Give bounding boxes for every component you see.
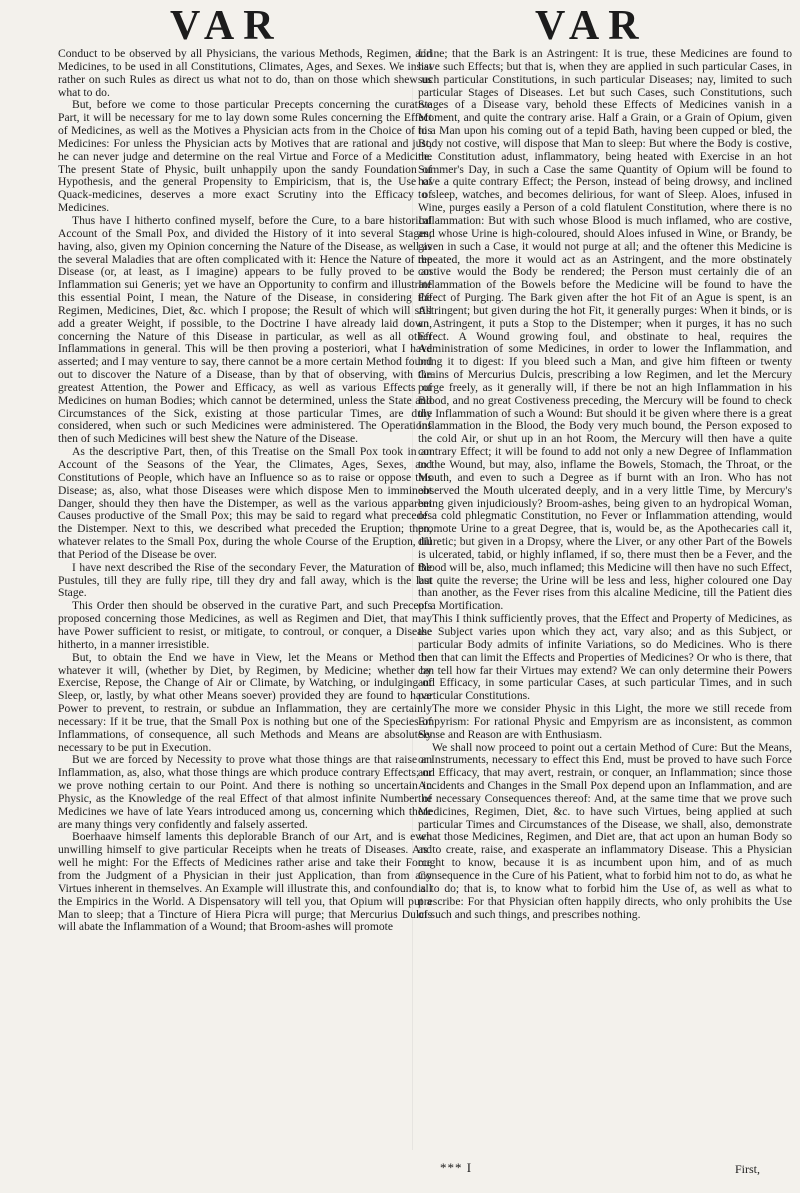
header-right-word: VAR	[535, 3, 648, 49]
paragraph: As the descriptive Part, then, of this Treatise on the Small Pox took in an Account of the Seasons of the Year, the Climates, Ages, Sexes, and Constitutions of People, which have an Influence so as to raise or oppose this Disease; as, also, what those Diseases were which dispose Men to imminent Danger, should they then have the Distemper, as well as the various apparent Causes productive of the Small Pox; this may be said to regard what precedes the Distemper. Next to this, we described what preceded the Eruption; then, whatever relates to the Small Pox, during the whole Course of the Eruption, till that Period of the Disease be over.	[58, 445, 432, 561]
left-column	[58, 48, 432, 934]
signature-mark: *** I	[440, 1160, 473, 1175]
paragraph: This Order then should be observed in the curative Part, and such Precepts proposed concerning those Medicines, as well as Regimen and Diet, that may have Power sufficient to resist, or mitigate, to controul, or conquer, a Disease hitherto, in a manner irresistible.	[58, 599, 432, 651]
catchword: First,	[735, 1162, 761, 1176]
paragraph: I have next described the Rise of the secondary Fever, the Maturation of the Pustules, till they are fully ripe, till they dry and fall away, which is the last Stage.	[58, 560, 432, 600]
right-column	[418, 48, 792, 921]
running-header	[0, 2, 800, 48]
paragraph: Thus have I hitherto confined myself, before the Cure, to a bare historical Account of the Small Pox, and divided the History of it into several Stages; having, also, given my Opinion concerning the Nature of the Disease, as well as the several Maladies that are often complicated with it: Hence the Nature of the Disease (or, at least, as I imagine) appears to be fully proved to be an Inflammation sui Generis; yet we have an Opportunity to confirm and illustrate this essential Point, I mean, the Nature of the Disease, in considering the Regimen, Medicines, Diet, &c. which I propose; the Result of which will still add a greater Weight, if possible, to the Doctrine I have already laid down, concerning the Nature of this Disease in particular, as well as all other Inflammations in general. This will be then proving a posteriori, what I have asserted; and I may venture to say, there cannot be a more certain Method found out to discover the Nature of a Disease, than by that of observing, with the greatest Attention, the Power and Efficacy, as well as various Effects of Medicines on human Bodies; which cannot be determined, unless the State and Circumstances of the Sick, existing at those particular Times, are duly considered, when such or such Medicines were administered. The Operations then of such Medicines will best shew the Nature of the Disease.	[58, 213, 432, 446]
paragraph: We shall now proceed to point out a certain Method of Cure: But the Means, or Instruments, necessary to effect this End, must be proved to have such Force and Efficacy, that may avert, restrain, or conquer, an Inflammation; since those Accidents and Changes in the Small Pox depend upon an Inflammation, and are the necessary Consequences thereof: And, at the same time that we prove such Medicines, Regimen, Diet, &c. to have such Virtues, being applied at such particular Times and Circumstances of the Disease, we shall, also, demonstrate what those Medicines, Regimen, and Diet are, that act upon an human Body so as to create, raise, and exasperate an inflammatory Disease. This a Physician ought to know, because it is as incumbent upon him, and of as much Consequence in the Cure of his Patient, what to forbid him not to do, as what he is to do; that is, to know what to forbid him the Use of, as well as what to prescribe: For that Physician often happily directs, who only prohibits the Use of such and such things, and prescribes nothing.	[418, 740, 792, 921]
paragraph: Boerhaave himself laments this deplorable Branch of our Art, and is even unwilling himself to give particular Receipts when he treats of Diseases. And well he might: For the Effects of Medicines rather arise and take their Force from the Judgment of a Physician in their just Application, than from any Virtues inherent in themselves. An Example will illustrate this, and confound all the Empirics in the World. A Dispensatory will tell you, that Opium will put a Man to sleep; that a Tincture of Hiera Picra will purge; that Mercurius Dulcis will abate the Inflammation of a Wound; that Broom-ashes will promote	[58, 830, 432, 934]
paragraph: But, before we come to those particular Precepts concerning the curative Part, it will be necessary for me to lay down some Rules concerning the Effect of Medicines, as well as the Motives a Physician acts from in the Choice of his Medicines: For unless the Physician acts by Motives that are rational and just, he can never judge and determine on the real Virtue and Force of a Medicine. The present State of Physic, built unhappily upon the sandy Foundation of Hypothesis, and the general Propensity to Empiricism, that is, the Use of Quack-medicines, deserves a more exact Scrutiny into the Efficacy of Medicines.	[58, 98, 432, 215]
paragraph: Conduct to be observed by all Physicians, the various Methods, Regimen, and Medicines, to be used in all Constitutions, Climates, Ages, and Sexes. We insist rather on such Rules as direct us what not to do, than on those which shew us what to do.	[58, 47, 432, 99]
page-footer	[0, 1158, 800, 1188]
paragraph: But we are forced by Necessity to prove what those things are that raise an Inflammation, as, also, what those things are which produce contrary Effects; or we prove nothing certain to our Point. And there is nothing so uncertain in Physic, as the Knowledge of the real Effect of that almost infinite Number of Medicines we have of late Years introduced among us, concerning which there are many things very confidently and falsely asserted.	[58, 753, 432, 831]
header-left-word: VAR	[170, 3, 283, 49]
paragraph: Urine; that the Bark is an Astringent: It is true, these Medicines are found to have such Effects; but that is, when they are applied in such particular Cases, in such particular Constitutions, in such particular Diseases; nay, limited to such particular Stages of Diseases. Let but such Cases, such Constitutions, such Stages of a Disease vary, behold these Effects of Medicines vanish in a Moment, and quite the contrary arise. Half a Grain, or a Grain of Opium, given to a Man upon his coming out of a tepid Bath, having been cupped or bled, the Body not costive, will dispose that Man to sleep: But where the Body is costive, the Constitution adust, inflammatory, being heated with Exercise in an hot Summer's Day, in such a Case the same Quantity of Opium will be found to have a quite contrary Effect; the Person, instead of being drowsy, and inclined to sleep, watches, and becomes delirious, for want of Sleep. Aloes, infused in Wine, purges easily a Person of a cold flatulent Constitution, where there is no Inflammation: But with such whose Blood is much inflamed, who are costive, and whose Urine is high-coloured, should Aloes infused in Wine, or Brandy, be given in such a Case, it would not purge at all; and the oftener this Medicine is repeated, the more it would act as an Astringent, and the more obstinately costive would the Body be rendered; the Person must certainly die of an Inflammation of the Bowels before the Medicine will be found to have the Effect of Purging. The Bark given after the hot Fit of an Ague is spent, is an Astringent; but given during the hot Fit, it generally purges: When it binds, or is an Astringent, it puts a Stop to the Distemper; when it purges, it has no such Effect. A Wound growing foul, and obstinate to heal, requires the Administration of some Medicines, in order to lower the Inflammation, and bring it to digest: If you bleed such a Man, and give him fifteen or twenty Grains of Mercurius Dulcis, prescribing a low Regimen, and let the Mercury purge freely, as it generally will, if there be not an high Inflammation in his Blood, and no great Costiveness preceding, the Mercury will be found to check the Inflammation of such a Wound: But should it be given where there is a great Inflammation in the Blood, the Body very much bound, the Person exposed to the cold Air, or shut up in an hot Room, the Mercury will then have a quite contrary Effect; it will be found to add not only a new Degree of Inflammation to the Wound, but may, also, inflame the Bowels, Stomach, the Throat, or the Mouth, and even to such a Degree as if burnt with an Iron. Who has not observed the Mouth ulcerated deeply, and in a very little Time, by Mercury's being given injudiciously? Broom-ashes, being given to an hydropical Woman, of a cold phlegmatic Constitution, no Fever or Inflammation attending, would promote Urine to a great Degree, that is, would be, as the Apothecaries call it, diuretic; but given in a Dropsy, where the Liver, or any other Part of the Bowels is ulcerated, tabid, or highly inflamed, if so, there must then be a Fever, and the Blood will be, also, much inflamed; this Medicine will then have no such Effect, but quite the reverse; the Urine will be less and less, higher coloured one Day than another, as the Fever rises from this alcaline Medicine, till the Patient dies of a Mortification.	[418, 47, 792, 613]
paragraph: The more we consider Physic in this Light, the more we still recede from Empyrism: For rational Physic and Empyrism are as inconsistent, as common Sense and Reason are with Enthusiasm.	[418, 702, 792, 741]
paragraph: This I think sufficiently proves, that the Effect and Property of Medicines, as the Subject varies upon which they act, vary also; and as this Subject, or particular Body admits of infinite Variations, so do Medicines. Who is there then that can limit the Effects and Properties of Medicines? Or who is there, that can tell how far their Virtues may extend? We can only determine their Powers and Efficacy, in some particular Cases, at such particular Times, and in such particular Constitutions.	[418, 612, 792, 703]
paragraph: But, to obtain the End we have in View, let the Means or Method be whatever it will, (whether by Diet, by Regimen, by Medicine; whether by Exercise, Repose, the Change of Air or Climate, by Watching, or indulging of Sleep, or, lastly, by what other Means soever) provided they are found to have Power to prevent, to restrain, or subdue an Inflammation, they are certainly necessary: If it be true, that the Small Pox is nothing but one of the Species of Inflammations, of consequence, all such Methods and Means are absolutely necessary to be put in Execution.	[58, 650, 432, 754]
